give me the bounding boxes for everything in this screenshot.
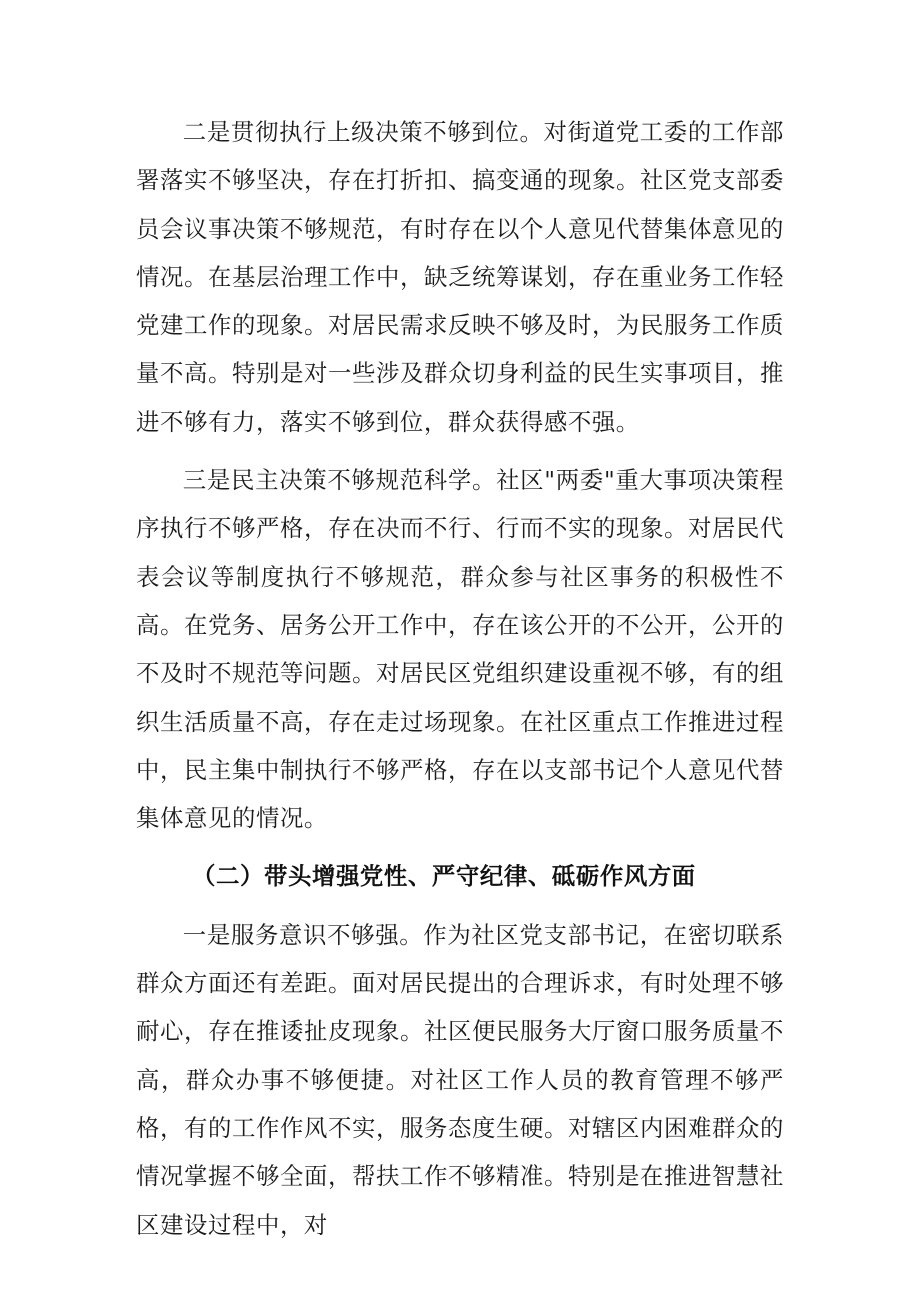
paragraph-spacer bbox=[136, 842, 784, 852]
paragraph-service-awareness: 一是服务意识不够强。作为社区党支部书记，在密切联系群众方面还有差距。面对居民提出的合理诉求，有时处理不够耐心，存在推诿扯皮现象。社区便民服务大厅窗口服务质量不高，群众办事不够便捷。对社区工作人员的教育管理不够严格，有的工作作风不实，服务态度生硬。对辖区内困难群众的情况掌握不够全面，帮扶工作不够精准。特别是在推进智慧社区建设过程中，对 bbox=[136, 920, 784, 1239]
paragraph-democratic-decision: 三是民主决策不够规范科学。社区"两委"重大事项决策程序执行不够严格，存在决而不行、行而不实的现象。对居民代表会议等制度执行不够规范，群众参与社区事务的积极性不高。在党务、居务公开工作中，存在该公开的不公开，公开的不及时不规范等问题。对居民区党组织建设重视不够，有的组织生活质量不高，存在走过场现象。在社区重点工作推进过程中，民主集中制执行不够严格，存在以支部书记个人意见代替集体意见的情况。 bbox=[136, 466, 784, 833]
document-body bbox=[136, 108, 784, 1249]
section-heading: （二）带头增强党性、严守纪律、砥砺作风方面 bbox=[192, 862, 696, 891]
paragraph-spacer bbox=[136, 901, 784, 911]
paragraph-decision-implementation: 二是贯彻执行上级决策不够到位。对街道党工委的工作部署落实不够坚决，存在打折扣、搞变通的现象。社区党支部委员会议事决策不够规范，有时存在以个人意见代替集体意见的情况。在基层治理工作中，缺乏统筹谋划，存在重业务工作轻党建工作的现象。对居民需求反映不够及时，为民服务工作质量不高。特别是对一些涉及群众切身利益的民生实事项目，推进不够有力，落实不够到位，群众获得感不强。 bbox=[136, 118, 784, 436]
paragraph-spacer bbox=[136, 446, 784, 456]
